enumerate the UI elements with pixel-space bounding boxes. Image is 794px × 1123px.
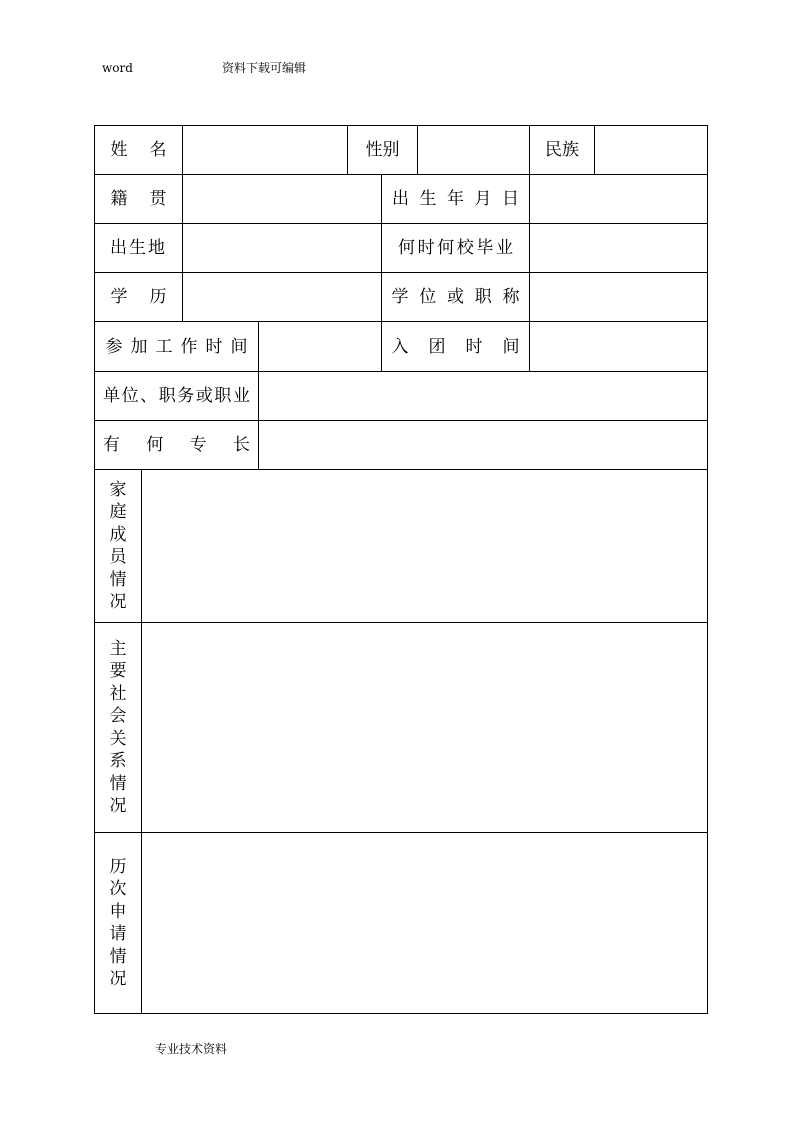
family-members-label: 家庭成员情况 <box>109 479 127 612</box>
ethnicity-label-cell <box>529 125 595 175</box>
graduation-field[interactable] <box>529 223 708 273</box>
name-field[interactable] <box>182 125 348 175</box>
header-note: 资料下载可编辑 <box>222 61 307 75</box>
native-place-label-cell <box>94 174 183 224</box>
employer-position-label-cell <box>94 371 259 421</box>
education-field[interactable] <box>182 272 382 322</box>
degree-title-label: 学位或职称 <box>391 287 520 307</box>
education-label: 学 历 <box>110 287 167 307</box>
birth-date-label-cell <box>381 174 530 224</box>
gender-label: 性别 <box>365 140 400 160</box>
birthplace-label: 出生地 <box>110 238 167 258</box>
birth-date-label: 出生年月日 <box>392 189 519 209</box>
family-members-label-cell <box>94 469 142 623</box>
employer-position-field[interactable] <box>258 371 708 421</box>
application-history-label-cell <box>94 832 142 1014</box>
social-relations-label-cell <box>94 622 142 833</box>
native-place-label: 籍 贯 <box>110 189 167 209</box>
specialty-label-cell <box>94 420 259 470</box>
footer-text: 专业技术资料 <box>155 1042 228 1056</box>
league-join-label-cell <box>381 321 530 372</box>
social-relations-field[interactable] <box>141 622 708 833</box>
specialty-field[interactable] <box>258 420 708 470</box>
graduation-label-cell <box>381 223 530 273</box>
social-relations-label: 主要社会关系情况 <box>109 638 127 816</box>
gender-field[interactable] <box>417 125 530 175</box>
native-place-field[interactable] <box>182 174 382 224</box>
league-join-field[interactable] <box>529 321 708 372</box>
birthplace-field[interactable] <box>182 223 382 273</box>
family-members-field[interactable] <box>141 469 708 623</box>
application-history-label: 历次申请情况 <box>109 856 127 989</box>
work-start-field[interactable] <box>258 321 382 372</box>
name-label: 姓 名 <box>110 140 167 160</box>
graduation-label: 何时何校毕业 <box>398 238 513 258</box>
degree-title-field[interactable] <box>529 272 708 322</box>
specialty-label: 有 何 专 长 <box>103 435 250 455</box>
league-join-label: 入 团 时 间 <box>391 336 520 357</box>
education-label-cell <box>94 272 183 322</box>
ethnicity-field[interactable] <box>594 125 708 175</box>
birthplace-label-cell <box>94 223 183 273</box>
name-label-cell <box>94 125 183 175</box>
registration-form-table <box>94 125 708 1014</box>
header-brand: word <box>102 61 133 75</box>
gender-label-cell <box>347 125 418 175</box>
work-start-label: 参加工作时间 <box>105 336 248 357</box>
ethnicity-label: 民族 <box>545 140 579 160</box>
work-start-label-cell <box>94 321 259 372</box>
degree-title-label-cell <box>381 272 530 322</box>
birth-date-field[interactable] <box>529 174 708 224</box>
employer-position-label: 单位、职务或职业 <box>103 386 250 406</box>
application-history-field[interactable] <box>141 832 708 1014</box>
